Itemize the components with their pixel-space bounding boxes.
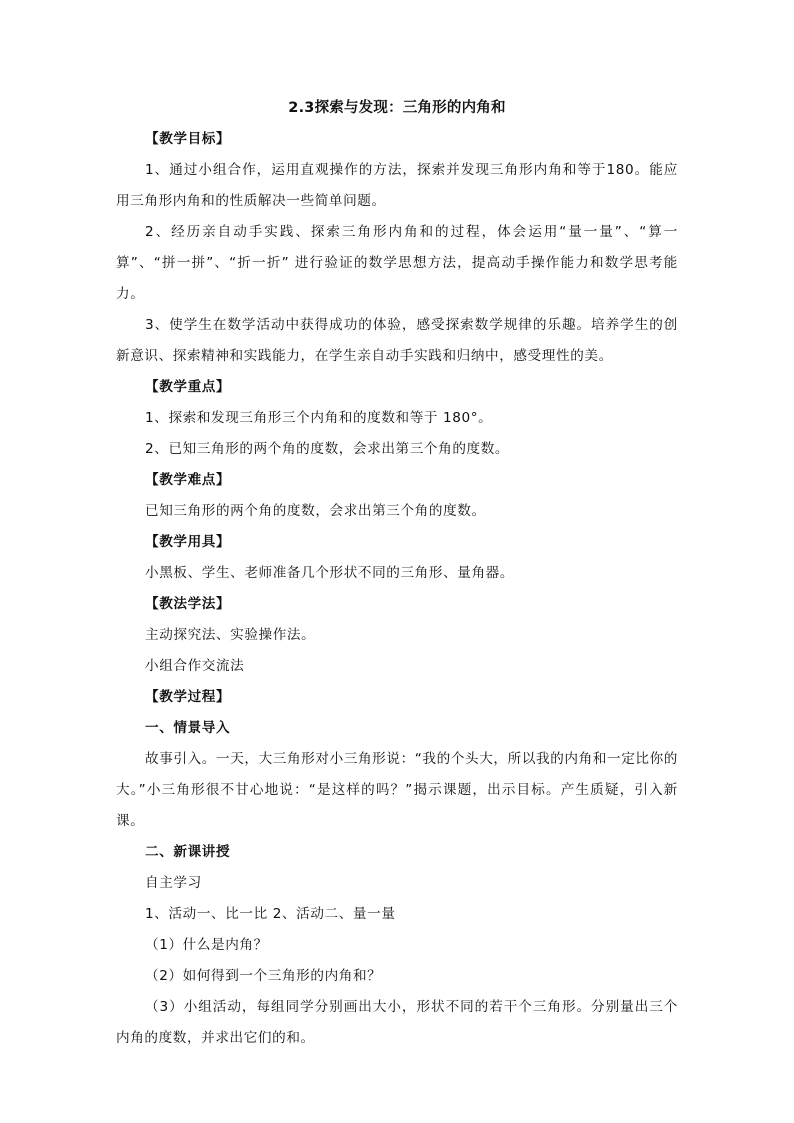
question-3: （3）小组活动，每组同学分别画出大小，形状不同的若干个三角形。分别量出三个内角的度数，并求出它们的和。 bbox=[116, 999, 678, 1046]
tools-heading: 【教学用具】 bbox=[145, 534, 231, 550]
goals-heading: 【教学目标】 bbox=[145, 131, 231, 147]
question-2: （2）如何得到一个三角形的内角和？ bbox=[145, 968, 382, 984]
method-item-1: 主动探究法、实验操作法。 bbox=[145, 627, 316, 643]
document-title: 2.3探索与发现：三角形的内角和 bbox=[288, 100, 506, 116]
new-lesson-heading: 二、新课讲授 bbox=[145, 844, 231, 860]
goal-item-2: 2、经历亲自动手实践、探索三角形内角和的过程，体会运用“量一量”、“算一算”、“拼一拼”、“折一折” 进行验证的数学思想方法，提高动手操作能力和数学思考能力。 bbox=[116, 224, 678, 302]
method-item-2: 小组合作交流法 bbox=[145, 658, 245, 674]
tools-text: 小黑板、学生、老师准备几个形状不同的三角形、量角器。 bbox=[145, 565, 515, 581]
key-point-1: 1、探索和发现三角形三个内角和的度数和等于 180°。 bbox=[145, 410, 493, 426]
self-study-label: 自主学习 bbox=[145, 875, 202, 891]
intro-text: 故事引入。一天，大三角形对小三角形说：“我的个头大，所以我的内角和一定比你的大。”小三角形很不甘心地说：“是这样的吗？”揭示课题，出示目标。产生质疑，引入新课。 bbox=[116, 751, 678, 829]
intro-heading: 一、情景导入 bbox=[145, 720, 231, 736]
question-1: （1）什么是内角？ bbox=[145, 937, 268, 953]
activities-text: 1、活动一、比一比 2、活动二、量一量 bbox=[145, 906, 396, 922]
key-points-heading: 【教学重点】 bbox=[145, 379, 231, 395]
difficulty-text: 已知三角形的两个角的度数，会求出第三个角的度数。 bbox=[145, 503, 486, 519]
document-page bbox=[116, 96, 678, 1054]
methods-heading: 【教法学法】 bbox=[145, 596, 231, 612]
key-point-2: 2、已知三角形的两个角的度数，会求出第三个角的度数。 bbox=[145, 441, 510, 457]
process-heading: 【教学过程】 bbox=[145, 689, 231, 705]
goal-item-3: 3、使学生在数学活动中获得成功的体验，感受探索数学规律的乐趣。培养学生的创新意识、探索精神和实践能力，在学生亲自动手实践和归纳中，感受理性的美。 bbox=[116, 317, 678, 364]
goal-item-1: 1、通过小组合作，运用直观操作的方法，探索并发现三角形内角和等于180。能应用三角形内角和的性质解决一些简单问题。 bbox=[116, 162, 678, 209]
difficulty-heading: 【教学难点】 bbox=[145, 472, 231, 488]
